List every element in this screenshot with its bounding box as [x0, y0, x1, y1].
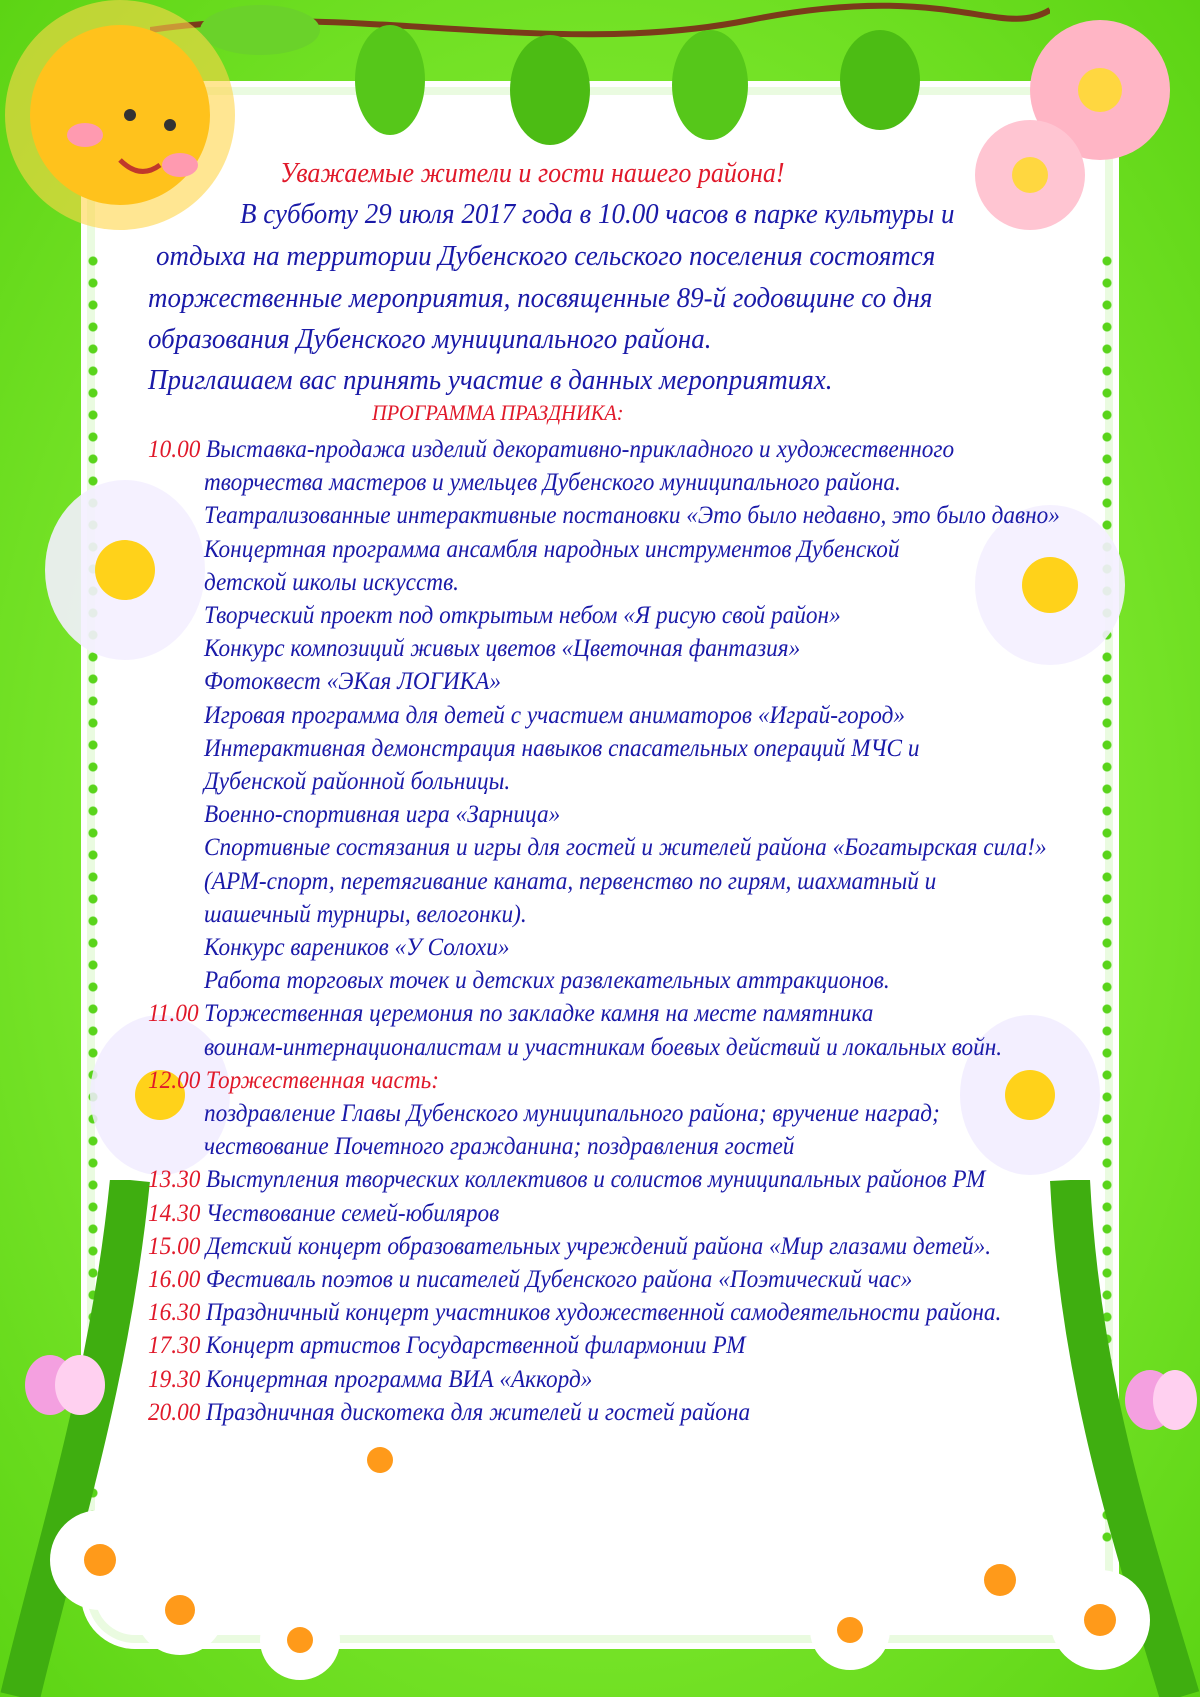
schedule-text: Концерт артистов Государственной филармонии РМ: [205, 1332, 746, 1360]
schedule-line: [148, 1299, 1001, 1327]
schedule-text: Выступления творческих коллективов и солистов муниципальных районов РМ: [205, 1166, 986, 1194]
schedule-line: [204, 1100, 940, 1128]
schedule-line: [148, 1399, 750, 1427]
schedule-text: поздравление Главы Дубенского муниципального района; вручение наград;: [204, 1100, 940, 1127]
schedule-line: [204, 536, 899, 564]
schedule-line: [204, 901, 527, 929]
schedule-time: 16.00: [148, 1266, 201, 1293]
schedule-time: 10.00: [148, 436, 201, 463]
schedule-text: Концертная программа ВИА «Аккорд»: [205, 1365, 593, 1393]
schedule-text: Праздничная дискотека для жителей и гостей района: [205, 1398, 751, 1426]
schedule-text: Игровая программа для детей с участием аниматоров «Играй-город»: [204, 701, 905, 729]
intro-line: торжественные мероприятия, посвященные 89-й годовщине со дня: [148, 282, 933, 314]
schedule-text: Конкурс вареников «У Солохи»: [204, 934, 510, 961]
schedule-time: 20.00: [148, 1398, 201, 1426]
schedule-text: Конкурс композиций живых цветов «Цветочная фантазия»: [204, 635, 801, 663]
schedule-text: чествование Почетного гражданина; поздравления гостей: [204, 1133, 795, 1161]
schedule-text: воинам-интернационалистам и участникам боевых действий и локальных войн.: [204, 1033, 1003, 1061]
schedule-time: 11.00: [148, 1000, 199, 1028]
schedule-text: Концертная программа ансамбля народных инструментов Дубенской: [204, 535, 900, 563]
schedule-line: [204, 735, 919, 763]
schedule-text: Праздничный концерт участников художественной самодеятельности района.: [205, 1299, 1002, 1327]
schedule-line: [148, 1366, 592, 1394]
schedule-line: [148, 1233, 991, 1261]
schedule-line: [204, 967, 890, 995]
schedule-line: [204, 668, 501, 696]
schedule-line: [148, 1000, 873, 1028]
schedule-text: (АРМ-спорт, перетягивание каната, первенство по гирям, шахматный и: [204, 867, 937, 895]
schedule-time: 13.30: [148, 1166, 201, 1194]
schedule-line: [204, 569, 459, 597]
schedule-text: творчества мастеров и умельцев Дубенского муниципального района.: [204, 469, 901, 497]
schedule-line: [204, 469, 901, 497]
schedule-text: Чествование семей-юбиляров: [205, 1199, 500, 1227]
intro-line: В субботу 29 июля 2017 года в 10.00 часов в парке культуры и: [240, 198, 955, 230]
schedule-time: 19.30: [148, 1365, 201, 1393]
schedule-line: [204, 635, 800, 663]
schedule-line: [148, 1266, 912, 1294]
schedule-time: 16.30: [148, 1299, 201, 1327]
programme-title: ПРОГРАММА ПРАЗДНИКА:: [372, 400, 624, 425]
schedule-text: Фестиваль поэтов и писателей Дубенского района «Поэтический час»: [205, 1266, 913, 1293]
schedule-text: Творческий проект под открытым небом «Я рисую свой район»: [204, 602, 841, 629]
intro-line: отдыха на территории Дубенского сельского поселения состоятся: [156, 240, 936, 272]
schedule-line: [204, 702, 905, 730]
schedule-line: [204, 1133, 794, 1161]
schedule-line: [204, 602, 841, 630]
schedule-line: [204, 801, 560, 829]
schedule-text: детской школы искусств.: [204, 568, 459, 596]
schedule-time: 17.30: [148, 1332, 201, 1360]
schedule-line: [204, 868, 936, 896]
schedule-line: [204, 768, 510, 796]
intro-line: Приглашаем вас принять участие в данных мероприятиях.: [148, 364, 833, 396]
schedule-time: 15.00: [148, 1232, 201, 1260]
intro-line: образования Дубенского муниципального района.: [148, 323, 712, 355]
schedule-text: Торжественная часть:: [205, 1066, 439, 1094]
schedule-line: [204, 502, 1060, 530]
schedule-line: [204, 934, 509, 962]
schedule-line: [148, 1332, 745, 1360]
schedule-time: 14.30: [148, 1199, 201, 1227]
schedule-line: [204, 834, 1047, 862]
schedule-line: [148, 1200, 499, 1228]
greeting-heading: Уважаемые жители и гости нашего района!: [280, 158, 785, 189]
schedule-text: Театрализованные интерактивные постановки «Это было недавно, это было давно»: [204, 502, 1060, 530]
schedule-line: [148, 1067, 439, 1095]
schedule-text: Военно-спортивная игра «Зарница»: [204, 801, 561, 829]
schedule-text: шашечный турниры, велогонки).: [204, 900, 527, 928]
schedule-text: Торжественная церемония по закладке камня на месте памятника: [204, 1000, 874, 1028]
schedule-line: [148, 436, 954, 464]
schedule-text: Детский концерт образовательных учреждений района «Мир глазами детей».: [205, 1232, 992, 1260]
schedule-text: Работа торговых точек и детских развлекательных аттракционов.: [204, 967, 890, 995]
schedule-time: 12.00: [148, 1066, 201, 1094]
schedule-text: Дубенской районной больницы.: [204, 768, 511, 795]
schedule-text: Спортивные состязания и игры для гостей и жителей района «Богатырская сила!»: [204, 834, 1047, 862]
schedule-text: Интерактивная демонстрация навыков спасательных операций МЧС и: [204, 734, 920, 762]
schedule-text: Выставка-продажа изделий декоративно-прикладного и художественного: [205, 436, 955, 463]
schedule-text: Фотоквест «ЭКая ЛОГИКА»: [204, 668, 502, 696]
schedule-line: [148, 1166, 985, 1194]
schedule-line: [204, 1034, 1002, 1062]
